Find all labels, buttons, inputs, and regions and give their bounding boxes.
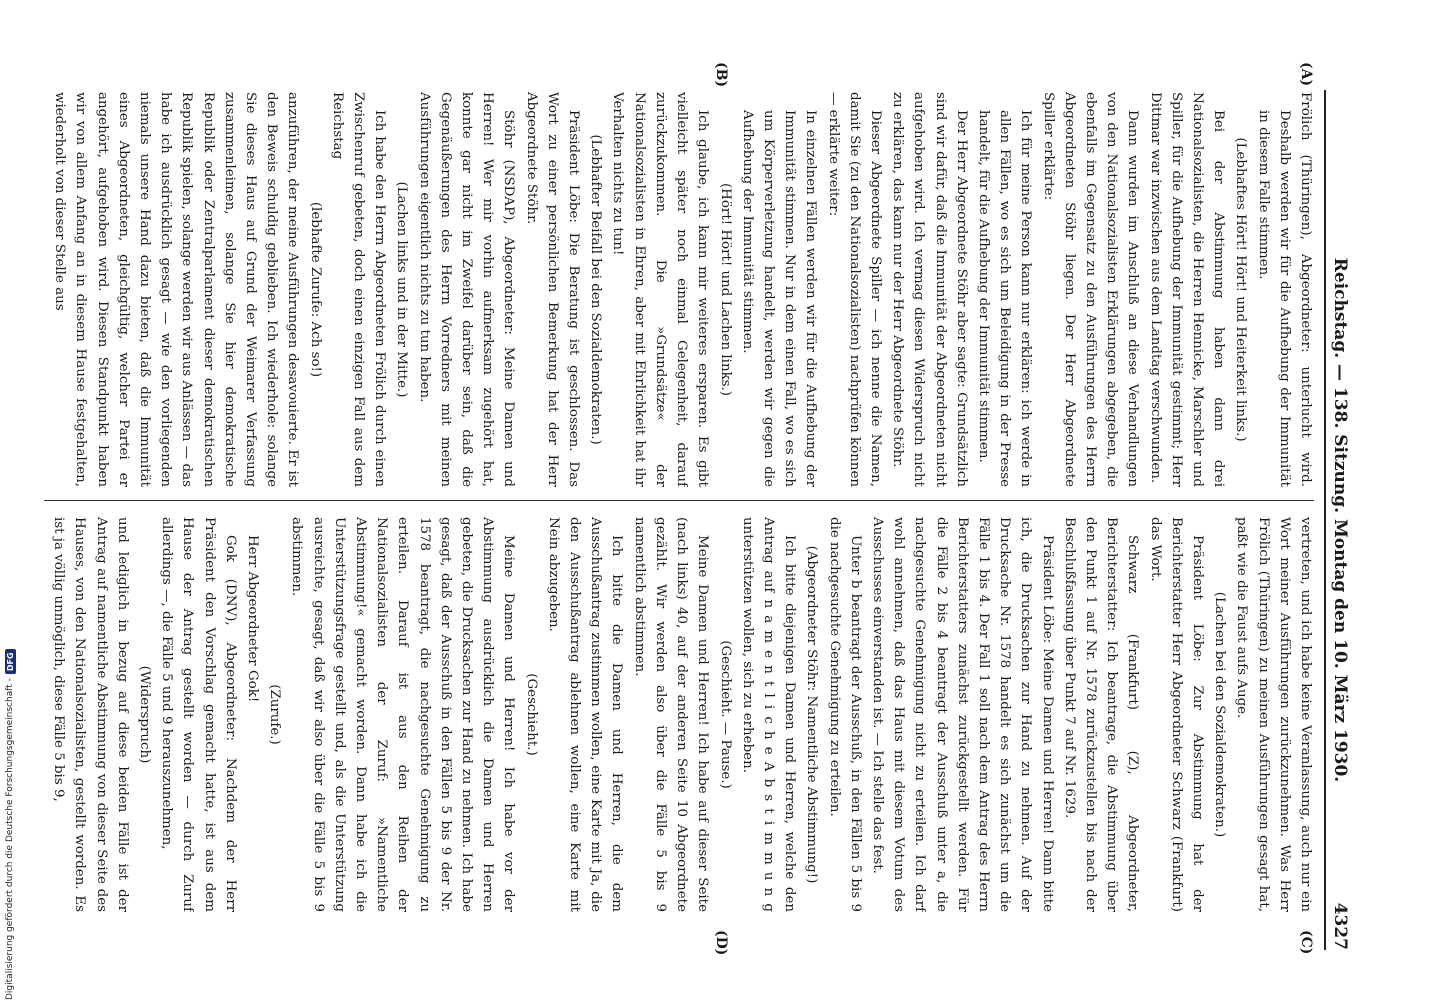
paragraph: (Lebhaftes Hört! Hört! und Heiterkeit links.): [1233, 137, 1249, 442]
margin-mark-c: (C): [1298, 930, 1314, 955]
paragraph: Herr Abgeordneter Gok!: [245, 535, 261, 703]
paragraph: Ich bitte diejenigen Damen und Herren, welche den Antrag auf n a m e n t l i c h e A b s t i m m u n g unterstützen wollen, sich zu erheben.: [739, 517, 798, 912]
paragraph: Stöhr (NSDAP), Abgeordneter: Meine Damen und Herren! Wer mir vorhin aufmerksam zugehört hat, konnte gar nicht im Zweifel darüber sein, daß die Gegenäußerungen des Herrn Vorredners mit meinen Ausführungen eigentlich nichts zu tun haben.: [416, 92, 517, 487]
left-column: [46, 92, 1316, 487]
column-divider: [44, 500, 1314, 501]
paragraph: Bei der Abstimmung haben dann drei Nationalsozialisten, die Herren Hennicke, Marschler und Spiller, für die Aufhebung der Immunität gestimmt; Herr Dittmar war inzwischen aus dem Landtag verschwunden.: [1147, 92, 1227, 487]
paragraph: und lediglich in bezug auf diese beiden Fälle ist der Antrag auf namentliche Abstimmung von dieser Seite des Hauses, von den Nationalsozialisten, gestellt worden. Es ist ja völlig unmöglich, diese Fälle 5 bis 9,: [51, 517, 130, 912]
paragraph: Meine Damen und Herren! Ich habe auf dieser Seite (nach links) 40, auf der anderen Seite 10 Abgeordnete gezählt. Wir werden also über die Fälle 5 bis 9 namentlich abstimmen.: [631, 517, 711, 912]
paragraph: (Geschieht. — Pause.): [717, 640, 733, 789]
paragraph: Ich habe den Herrn Abgeordneten Frölich durch einen Zwischenruf gebeten, doch einen einzigen Fall aus dem Reichstag: [329, 92, 388, 487]
paragraph: vertreten, und ich habe keine Veranlassung, auch nur ein Wort meiner Ausführungen zurückzunehmen. Was Herr Frölich (Thüringen) zu meinen Ausführungen gesagt hat, paßt wie die Faust aufs Auge.: [1234, 517, 1313, 912]
footer-text: Digitalisierung gefördert durch die Deutsche Forschungsgemeinschaft -: [5, 678, 15, 1000]
paragraph: anzuführen, der meine Ausführungen desavouierte. Er ist den Beweis schuldig geblieben. Ich wiederhole: solange Sie dieses Haus auf Grund der Weimarer Verfassung zusammenleimen, solange Sie hier demokratische Republik oder Zentralparlament dieser demokratischen Republik spielen, solange werden wir aus Anlässen — das habe ich ausdrücklich gesagt — wie den vorliegenden niemals unsere Hand dazu bieten, daß die Immunität eines Abgeordneten, gleichgültig, welcher Partei er angehört, aufgehoben wird. Diesen Standpunkt haben wir von allem Anfang an in diesem Hause festgehalten, wiederholt von dieser Stelle aus: [52, 92, 301, 487]
paragraph: (Lachen links und in der Mitte.): [394, 181, 410, 398]
page-header-title: Reichstag. — 138. Sitzung. Montag den 10. März 1930.: [1330, 257, 1350, 783]
paragraph: (Lachen bei den Sozialdemokraten.): [1212, 591, 1228, 838]
paragraph: (Widerspruch): [137, 665, 153, 764]
page-number: 4327: [1330, 902, 1350, 950]
dfg-logo: DFG: [5, 649, 16, 674]
paragraph: (Hört! Hört! und Lachen links.): [717, 182, 733, 397]
paragraph: (Geschieht.): [523, 673, 539, 756]
paragraph: Unter b beantragt der Ausschuß, in den Fällen 5 bis 9 die nachgesuchte Genehmigung zu erteilen.: [826, 517, 863, 912]
paragraph: Präsident Löbe: Meine Damen und Herren! Dann bitte ich, die Drucksachen zur Hand zu nehmen. Auf der Drucksache Nr. 1578 handelt es sich zunächst um die Fälle 1 bis 4. Der Fall 1 soll nach dem Antrag des Herrn Berichterstatters zunächst zurückgestellt werden. Für die Fälle 2 bis 4 beantragt der Ausschuß unter a, die nachgesuchte Genehmigung nicht zu erteilen. Ich darf wohl annehmen, daß das Haus mit diesem Votum des Ausschusses einverstanden ist. — Ich stelle das fest.: [869, 517, 1055, 912]
footer: [2, 600, 18, 1000]
paragraph: Ich glaube, ich kann mir weiteres ersparen. Es gibt vielleicht später noch einmal Gelegenheit, darauf zurückzukommen. Die »Grundsätze« der Nationalsozialisten in Ehren, aber mit Ehrlichkeit hat ihr Verhalten nichts zu tun!: [610, 92, 711, 487]
paragraph: Ich bitte die Damen und Herren, die dem Ausschußantrag zustimmen wollen, eine Karte mit Ja, die den Ausschußantrag ablehnen wollen, eine Karte mit Nein abzugeben.: [545, 517, 625, 912]
margin-mark-b: (B): [713, 62, 729, 88]
paragraph: Gok (DNV), Abgeordneter: Nachdem der Herr Präsident den Vorschlag gemacht hatte, ist aus dem Hause der Antrag gestellt worden — durch Zuruf allerdings —, die Fälle 5 und 9 herauszunehmen,: [159, 517, 238, 912]
paragraph: (Lebhafter Beifall bei den Sozialdemokraten.): [588, 134, 604, 445]
paragraph: Der Herr Abgeordnete Stöhr aber sagte: Grundsätzlich sind wir dafür, daß die Immunität der Abgeordneten nicht aufgehoben wird. Ich vermag diesen Widerspruch nicht zu erklären, das kann nur der Herr Abgeordnete Stöhr.: [890, 92, 969, 487]
paragraph: (lebhafte Zurufe: Ach so!): [307, 201, 323, 378]
paragraph: Dann wurden im Anschluß an diese Verhandlungen von den Nationalsozialisten Erklärungen abgegeben, die ebenfalls im Gegensatz zu den Ausführungen des Herrn Abgeordneten Stöhr liegen. Der Herr Abgeordnete Spiller erklärte:: [1040, 92, 1141, 487]
paragraph: Dieser Abgeordnete Spiller — ich nenne die Namen, damit Sie (zu den Nationalsozialisten) nachprüfen können — erklärte weiter:: [825, 92, 883, 487]
paragraph: Präsident Löbe: Zur Abstimmung hat der Berichterstatter Herr Abgeordneter Schwarz (Frankfurt) das Wort.: [1147, 517, 1205, 912]
paragraph: Schwarz (Frankfurt) (Z), Abgeordneter, Berichterstatter: Ich beantrage, die Abstimmung über den Punkt 1 auf Nr. 1578 zurückzustellen bis nach der Beschlußfassung über Punkt 7 auf Nr. 1629.: [1061, 517, 1141, 912]
paragraph: Präsident Löbe: Die Beratung ist geschlossen. Das Wort zu einer persönlichen Bemerkung hat der Herr Abgeordnete Stöhr.: [523, 92, 582, 487]
margin-mark-a: (A): [1298, 62, 1314, 87]
paragraph: In einzelnen Fällen werden wir für die Aufhebung der Immunität stimmen. Nur in dem einen Fall, wo es sich um Körperverletzung handelt, werden wir gegen die Aufhebung der Immunität stimmen.: [739, 110, 819, 487]
right-column: [46, 517, 1316, 912]
margin-mark-d: (D): [713, 930, 729, 956]
paragraph: Frölich (Thüringen), Abgeordneter: unterlucht wird. Deshalb werden wir für die Aufhebung der Immunität in diesem Falle stimmen.: [1255, 92, 1313, 487]
paragraph: Ich für meine Person kann nur erklären: ich werde in allen Fällen, wo es sich um Beleidigung in der Presse handelt, für die Aufhebung der Immunität stimmen.: [975, 110, 1034, 487]
paragraph: (Abgeordneter Stöhr: Namentliche Abstimmung!): [804, 545, 820, 884]
page-header: [1324, 90, 1356, 950]
paragraph: Meine Damen und Herren! Ich habe vor der Abstimmung ausdrücklich die Damen und Herren gebeten, die Drucksachen zur Hand zu nehmen. Ich habe gesagt, daß der Ausschuß in den Fällen 5 bis 9 der Nr. 1578 beantragt, die nachgesuchte Genehmigung zu erteilen. Darauf ist aus den Reihen der Nationalsozialisten der Zuruf: »Namentliche Abstimmung!« gemacht worden. Dann habe ich die Unterstützungsfrage gestellt und, als die Unterstützung ausreichte, gesagt, daß wir also über die Fälle 5 bis 9 abstimmen.: [289, 517, 517, 912]
paragraph: (Zurufe.): [267, 684, 283, 745]
